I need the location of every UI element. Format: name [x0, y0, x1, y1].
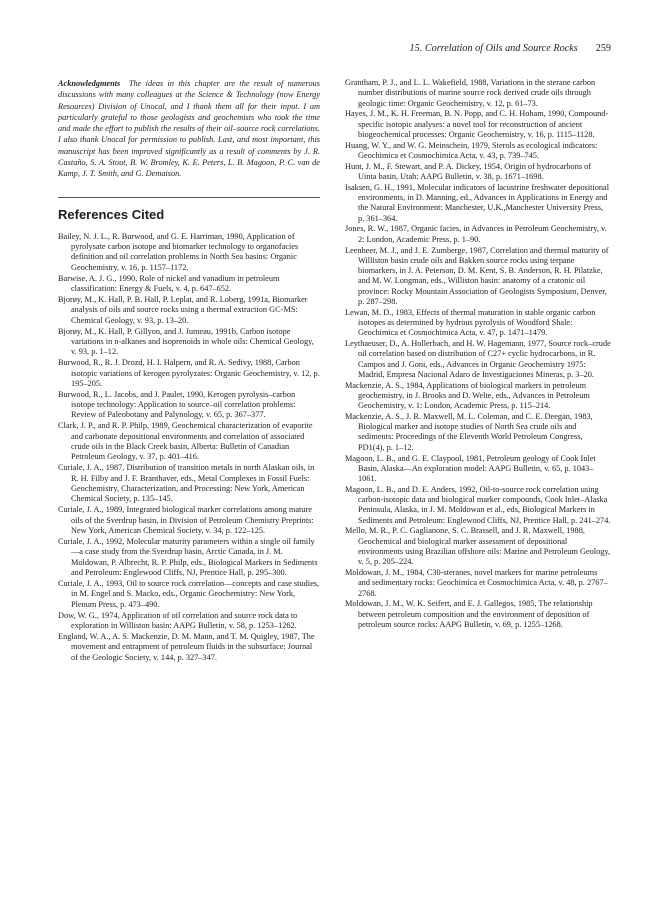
references-list-right	[345, 78, 611, 630]
section-divider	[58, 197, 320, 198]
page-number: 259	[595, 43, 611, 54]
reference-entry: Mackenzie, A. S., 1984, Applications of biological markers in petroleum geochemistry, in J. Brooks and D. Welte, eds., Advances in Petroleum Geochemistry, v. 1: London, Academic Press, p. 115–214.	[345, 380, 590, 411]
references-heading: References Cited	[58, 206, 165, 222]
reference-entry: Burwood, R., L. Jacobs, and J. Paulet, 1990, Kerogen pyrolysis–carbon isotope technology: Application to source–oil correlation problems: Review of Paleobotany and Palynology, v. 65, p. 367–377.	[58, 389, 296, 420]
reference-entry: Jones, R. W., 1987, Organic facies, in Advances in Petroleum Geochemistry, v. 2: London, Academic Press, p. 1–90.	[345, 224, 607, 244]
reference-entry: Dow, W. G., 1974, Application of oil correlation and source rock data to exploration in Williston basin: AAPG Bulletin, v. 58, p. 1253–1262.	[58, 610, 298, 630]
reference-entry: Hunt, J. M., F. Stewart, and P. A. Dickey, 1954, Origin of hydrocarbons of Uinta basin, Utah: AAPG Bulletin, v. 38, p. 1671–1698.	[345, 161, 592, 182]
references-list-left	[58, 232, 320, 663]
left-column	[58, 78, 320, 663]
reference-entry: Bjorøy, M., K. Hall, P. B. Hall, P. Leplat, and R. Loberg, 1991a, Biomarker analysis of oils and source rocks using a thermal extraction GC-MS: Chemical Geology, v. 93, p. 13–20.	[58, 294, 308, 325]
reference-entry: Grantham, P. J., and L. L. Wakefield, 1988, Variations in the sterane carbon number distributions of marine source rock derived crude oils through geologic time: Organic Geochemistry, v. 12, p. 61–73.	[345, 78, 596, 108]
reference-entry: Leenheer, M. J., and J. E. Zumberge, 1987, Correlation and thermal maturity of Williston basin crude oils and Bakken source rocks using terpane biomarkers, in J. A. Peterson, D. M. Kent, S. B. Anderson, R. H. Pilatzke, and M. W. Longman, eds., Williston basin: anatomy of a cratonic oil province: Rocky Mountain Association of Geologists Symposium, Denver, p. 287–298.	[345, 245, 609, 306]
acknowledgments-paragraph	[58, 78, 320, 180]
reference-entry: Magoon, L. B., and G. E. Claypool, 1981, Petroleum geology of Cook Inlet Basin, Alaska—An exploration model: AAPG Bulletin, v. 65, p. 1043–1061.	[345, 453, 596, 484]
right-column	[345, 78, 611, 631]
reference-entry: Bjorøy, M., K. Hall, P. Gillyon, and J. Jumeau, 1991b, Carbon isotope variations in n-alkanes and isoprenoids in whole oils: Chemical Geology, v. 93, p. 1–12.	[58, 326, 314, 357]
reference-entry: Magoon, L. B., and D. E. Anders, 1992, Oil-to-source rock correlation using carbon-isotopic data and biological marker compounds, Cook Inlet–Alaska Peninsula, Alaska, in J. M. Moldowan et al., eds, Biological Markers in Sediments and Petroleum: Englewood Cliffs, NJ, Prentice Hall, p. 241–274.	[345, 484, 611, 525]
reference-entry: Moldowan, J. M., 1984, C30-steranes, novel markers for marine petroleums and sedimentary rocks: Geochimica et Cosmochimica Acta, v. 48, p. 2767–2768.	[345, 568, 608, 598]
acknowledgments-lead: Acknowledgments	[58, 79, 121, 88]
reference-entry: Moldowan, J. M., W. K. Seifert, and E. J. Gallegos, 1985, The relationship between petroleum composition and the environment of deposition of petroleum source rocks: AAPG Bulletin, v. 69, p. 1255–1268.	[345, 599, 593, 629]
reference-entry: Isaksen, G. H., 1991, Molecular indicators of lacustrine freshwater depositional environments, in D. Manning, ed., Advances in Applications in Energy and the Natural Environment: Manchester, U.K.,Manchester University Press, p. 361–364.	[345, 182, 610, 223]
reference-entry: Huang, W. Y., and W. G. Meinschein, 1979, Sterols as ecological indicators: Geochimica et Cosmochimica Acta, v. 43, p. 739–745.	[345, 140, 598, 160]
reference-entry: Burwood, R., R. J. Drozd, H. I. Halpern, and R. A. Sedivy, 1988, Carbon isotopic variations of kerogen pyrolyzates: Organic Geochemistry, v. 12, p. 195–205.	[58, 358, 320, 388]
reference-entry: Curiale, J. A., 1993, Oil to source rock correlation—concepts and case studies, in M. Engel and S. Macko, eds., Organic Geochemistry: New York, Plenum Press, p. 473–490.	[58, 578, 320, 609]
reference-entry: Mackenzie, A. S., J. R. Maxwell, M. L. Coleman, and C. E. Deegan, 1983, Biological marker and isotope studies of North Sea crude oils and sediments: Proceedings of the Eleventh World Petroleum Congress, PD1(4), p. 1–12.	[345, 411, 593, 452]
reference-entry: Barwise, A. J. G., 1990, Role of nickel and vanadium in petroleum classification: Energy & Fuels, v. 4, p. 647–652.	[58, 273, 280, 293]
reference-entry: Bailey, N. J. L., R. Burwood, and G. E. Harriman, 1990, Application of pyrolysate carbon isotope and biomarker technology to organofacies definition and oil correlation problems in North Sea basins: Organic Geochemistry, v. 16, p. 1157–1172.	[58, 231, 299, 272]
acknowledgments-text: The ideas in this chapter are the result of numerous discussions with many colleagues at the Science & Technology (now Energy Resources) Division of Unocal, and I thank them all for their input. I am particularly grateful to those geologists and geochemists who took the time and made the effort to publish the results of their oil–source rock correlations. I also thank Unocal for permission to publish. Last, and most important, this manuscript has been improved significantly as a result of comments by J. R. Castaño, S. A. Stout, B. W. Bromley, K. E. Peters, L. B. Magoon, P. C. van de Kamp, J. T. Smith, and G. Demaison.	[58, 79, 320, 179]
reference-entry: Mello, M. R., P. C. Gaglianone, S. C. Brassell, and J. R. Maxwell, 1988, Geochemical and biological marker assessment of depositional environments using Brazilian offshore oils: Marine and Petroleum Geology, v. 5, p. 205–224.	[345, 526, 611, 567]
reference-entry: England, W. A., A. S. Mackenzie, D. M. Mann, and T. M. Quigley, 1987, The movement and entrapment of petroleum fluids in the subsurface: Journal of the Geologic Society, v. 144, p. 327–347.	[58, 631, 315, 662]
chapter-title: 15. Correlation of Oils and Source Rocks	[409, 43, 578, 54]
reference-entry: Clark, J. P., and R. P. Philp, 1989, Geochemical characterization of evaporite and carbonate depositional environments and correlation of associated crude oils in the Black Creek basin, Alberta: Bulletin of Canadian Petroleum Geology, v. 37, p. 401–416.	[58, 421, 313, 462]
reference-entry: Leythaeuser, D., A. Hollerbach, and H. W. Hagemann, 1977, Source rock–crude oil correlation based on distribution of C27+ cyclic hydrocarbons, in R. Campos and J. Goni, eds., Advances in Organic Geochemistry 1975: Madrid, Empresa Nacional Adaro de Investigaciones Mineras, p. 3–20.	[345, 339, 611, 379]
reference-entry: Hayes, J. M., K. H. Freeman, B. N. Popp, and C. H. Hoham, 1990, Compound-specific isotopic analyses: a novel tool for reconstruction of ancient biogeochemical processes: Organic Geochemistry, v. 16, p. 1115–1128.	[345, 109, 609, 139]
reference-entry: Curiale, J. A., 1987, Distribution of transition metals in north Alaskan oils, in R. H. Filby and J. F. Branthaver, eds., Metal Complexes in Fossil Fuels: Geochemistry, Characterization, and Processing: New York, American Chemical Society, p. 135–145.	[58, 463, 315, 504]
reference-entry: Curiale, J. A., 1989, Integrated biological marker correlations among mature oils of the Sverdrup basin, in Division of Petroleum Chemistry Preprints: New York, American Chemical Society, v. 34, p. 122–125.	[58, 505, 314, 536]
reference-entry: Lewan, M. D., 1983, Effects of thermal maturation in stable organic carbon isotopes as determined by hydrous pyrolysis of Woodford Shale: Geochimica et Cosmochimica Acta, v. 47, p. 1471–1479.	[345, 307, 596, 338]
reference-entry: Curiale, J. A., 1992, Molecular maturity parameters within a single oil family—a case study from the Sverdrup basin, Arctic Canada, in J. M. Moldowan, P. Albrecht, R. P. Philp, eds., Biological Markers in Sediments and Petroleum: Englewood Cliffs, NJ, Prentice Hall, p. 295–300.	[58, 536, 318, 578]
running-header	[410, 43, 611, 54]
